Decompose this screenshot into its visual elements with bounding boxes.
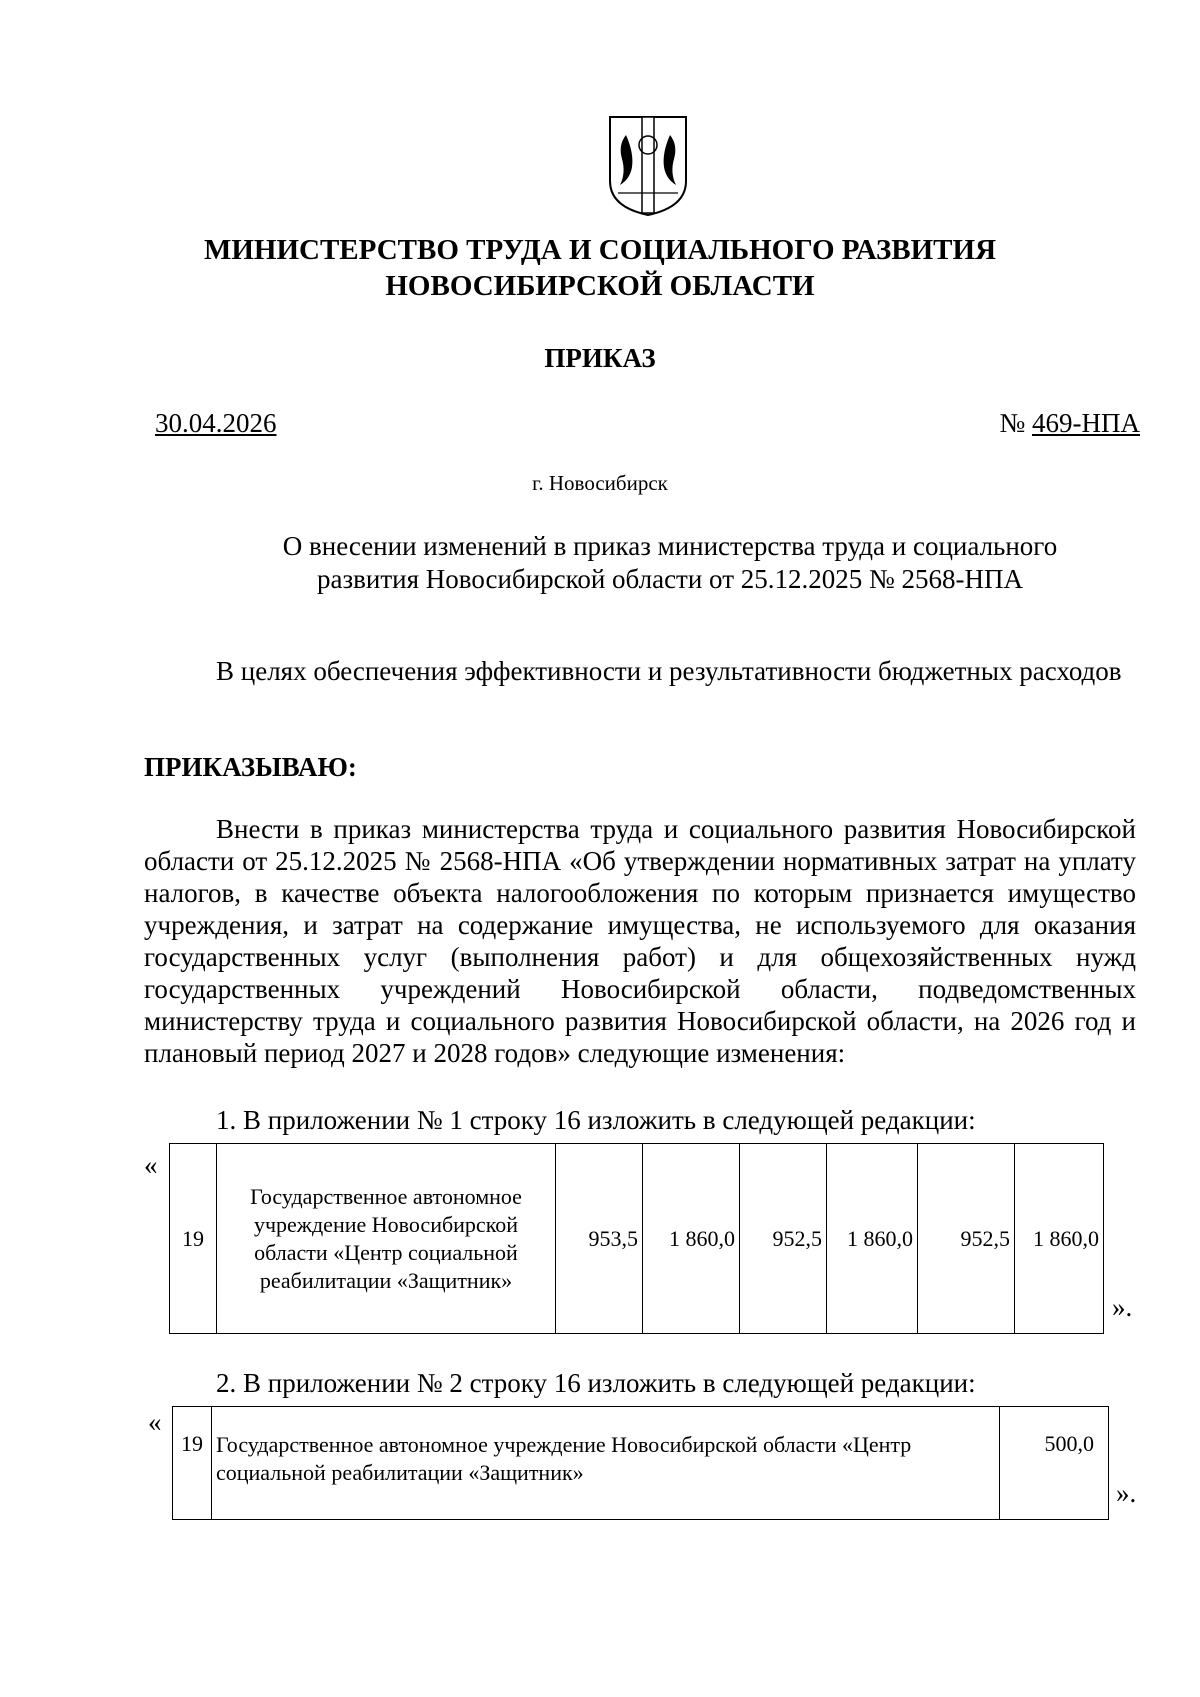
order-subject: О внесении изменений в приказ министерства труда и социального развития Новосибирской области от 25.12.2025 № 2568-НПА (282, 531, 1058, 594)
item1-open-quote: « (144, 1150, 158, 1180)
cell-value-2: 1 860,0 (643, 1144, 740, 1334)
order-number (999, 408, 1140, 439)
cell-name: Государственное автономное учреждение Новосибирской области «Центр социальной реабилитации «Защитник» (212, 1407, 1000, 1520)
cell-value-1: 953,5 (556, 1144, 643, 1334)
table-appendix-2 (172, 1406, 1109, 1520)
cell-index: 19 (173, 1407, 212, 1520)
cell-value-6: 1 860,0 (1015, 1144, 1104, 1334)
cell-name: Государственное автономное учреждение Новосибирской области «Центр социальной реабилитации «Защитник» (217, 1144, 556, 1334)
cell-value-3: 952,5 (740, 1144, 827, 1334)
order-heading: ПРИКАЗЫВАЮ: (144, 752, 357, 782)
ministry-name-line1: МИНИСТЕРСТВО ТРУДА И СОЦИАЛЬНОГО РАЗВИТИЯ (203, 234, 997, 266)
item1-close-quote: ». (1112, 1292, 1133, 1322)
table-appendix-1 (169, 1143, 1104, 1334)
number-value: 469-НПА (1032, 408, 1140, 438)
order-title: ПРИКАЗ (544, 343, 656, 373)
item2-close-quote: ». (1116, 1478, 1137, 1508)
coat-of-arms-icon (604, 111, 692, 219)
table-row (170, 1144, 1104, 1334)
cell-value-5: 952,5 (918, 1144, 1015, 1334)
item2-open-quote: « (148, 1407, 162, 1437)
ministry-name-line2: НОВОСИБИРСКОЙ ОБЛАСТИ (385, 270, 815, 302)
cell-value: 500,0 (1000, 1407, 1109, 1520)
item1-label: 1. В приложении № 1 строку 16 изложить в следующей редакции: (216, 1105, 976, 1135)
cell-index: 19 (170, 1144, 217, 1334)
item2-label: 2. В приложении № 2 строку 16 изложить в следующей редакции: (216, 1368, 976, 1398)
cell-value-4: 1 860,0 (827, 1144, 918, 1334)
number-prefix: № (999, 408, 1026, 438)
city: г. Новосибирск (532, 471, 668, 495)
table-row (173, 1407, 1109, 1520)
preamble: В целях обеспечения эффективности и результативности бюджетных расходов (216, 656, 1122, 686)
order-date: 30.04.2026 (155, 408, 277, 438)
main-text: Внести в приказ министерства труда и социального развития Новосибирской области от 25.12.2025 № 2568-НПА «Об утверждении нормативных затрат на уплату налогов, в качестве объекта налогообложения по которым признается имущество учреждения, и затрат на содержание имущества, не используемого для оказания государственных услуг (выполнения работ) и для общехозяйственных нужд государственных учреждений Новосибирской области, подведомственных министерству труда и социального развития Новосибирской области, на 2026 год и плановый период 2027 и 2028 годов» следующие изменения: (144, 814, 1136, 1068)
